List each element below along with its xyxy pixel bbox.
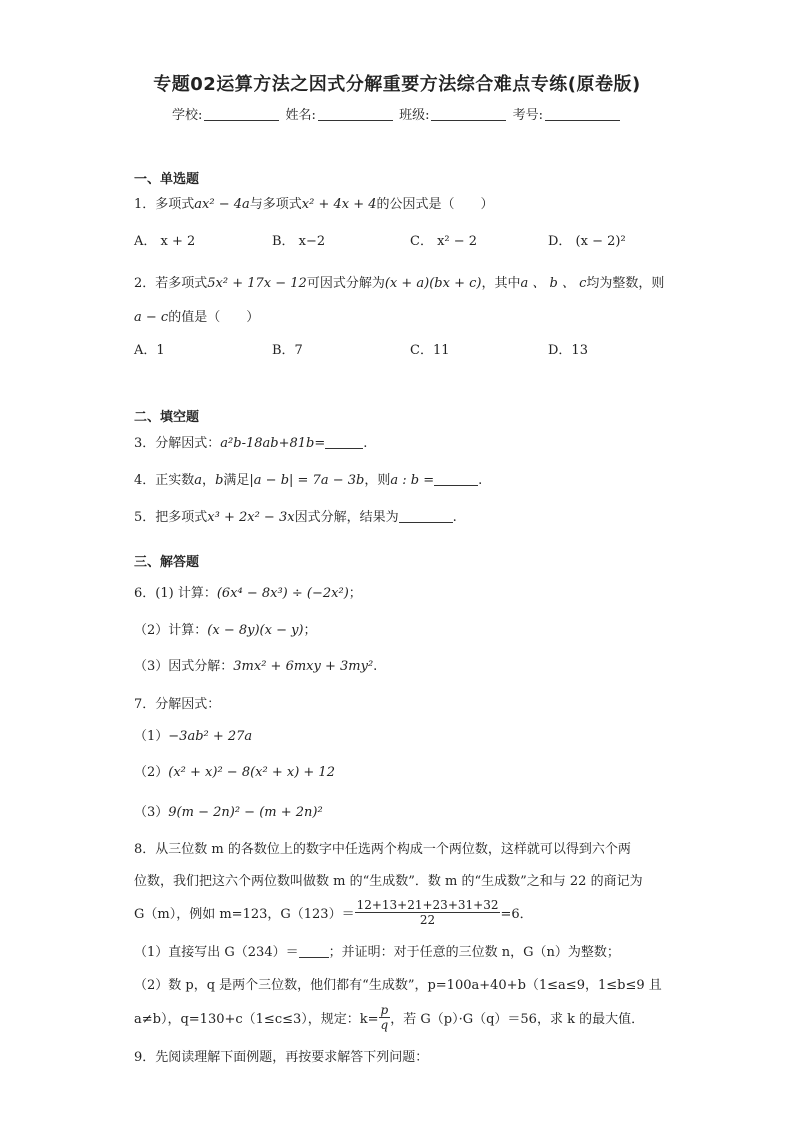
q2-option-b[interactable]: B．7	[272, 343, 303, 358]
q3-text-b: =	[314, 436, 326, 451]
q4-text-b: ，	[202, 473, 216, 488]
q5-text-a: 5．把多项式	[134, 510, 208, 525]
q5-answer-blank[interactable]	[399, 510, 453, 523]
question-3	[134, 432, 367, 451]
q1-option-d[interactable]: D． (x − 2)²	[548, 234, 626, 249]
name-blank[interactable]	[318, 108, 393, 121]
q6-p3-label: （3）因式分解：	[134, 659, 234, 674]
q8-fraction-numerator: 12+13+21+23+31+32	[356, 898, 499, 912]
question-6-part-1	[134, 582, 362, 601]
q5-text-b: 因式分解，结果为	[294, 510, 399, 525]
q2-text-d: 均为整数，则	[586, 276, 665, 291]
q4-text-c: 满足	[223, 473, 250, 488]
q3-text-a: 3．分解因式：	[134, 436, 221, 451]
student-info-line	[0, 104, 794, 123]
q8-l4-text-b: ；并证明：对于任意的三位数 n，G（n）为整数；	[328, 945, 620, 960]
q5-expr: x³ + 2x² − 3x	[207, 510, 295, 525]
q4-answer-blank[interactable]	[434, 473, 478, 486]
q6-p1-label: 6．(1) 计算：	[134, 586, 217, 601]
question-5	[134, 506, 457, 525]
q2-option-d[interactable]: D．13	[548, 343, 588, 358]
question-8-line-4	[134, 941, 620, 960]
q1-option-a[interactable]: A． x + 2	[134, 234, 196, 249]
section-heading-answer: 三、解答题	[134, 555, 200, 570]
page-title: 专题02运算方法之因式分解重要方法综合难点专练(原卷版)	[153, 74, 641, 95]
q1-expr-2: x² + 4x + 4	[301, 197, 377, 212]
question-8-line-2: 位数，我们把这六个两位数叫做数 m 的“生成数”．数 m 的“生成数”之和与 22 的商记为	[134, 874, 643, 889]
q6-p1-end: ；	[348, 586, 362, 601]
question-2-line-2	[134, 306, 259, 325]
q7-p1-label: （1）	[134, 729, 169, 744]
school-label: 学校:	[172, 108, 203, 123]
question-6-part-2	[134, 619, 317, 638]
q1-text-b: 与多项式	[249, 197, 302, 212]
question-7-part-2	[134, 761, 335, 780]
q7-p2-expr: (x² + x)² − 8(x² + x) + 12	[168, 765, 335, 780]
q4-text-a: 4．正实数	[134, 473, 195, 488]
q3-text-c: .	[363, 436, 368, 451]
q7-p3-label: （3）	[134, 805, 169, 820]
q6-p1-expr: (6x⁴ − 8x³) ÷ (−2x²)	[216, 586, 349, 601]
q4-expr: |a − b| = 7a − 3b	[249, 473, 365, 488]
q2-option-a[interactable]: A．1	[134, 343, 165, 358]
class-blank[interactable]	[431, 108, 506, 121]
question-8-line-6	[134, 1003, 644, 1032]
q1-option-b[interactable]: B． x−2	[272, 234, 326, 249]
q4-var-a: a	[194, 473, 203, 488]
q6-p3-end: .	[373, 659, 378, 674]
question-8-line-3	[134, 898, 533, 927]
question-4	[134, 469, 482, 488]
q2-option-c[interactable]: C．11	[410, 343, 450, 358]
q8-l3-text-a: G（m），例如 m=123，G（123）＝	[134, 907, 355, 922]
q2-text-a: 2．若多项式	[134, 276, 208, 291]
q1-option-c[interactable]: C． x² − 2	[410, 234, 478, 249]
question-8-line-5: （2）数 p，q 是两个三位数，他们都有“生成数”，p=100a+40+b（1≤a≤9，1≤b≤9 且	[134, 978, 662, 993]
q2-vars: a 、 b 、 c	[520, 276, 587, 291]
question-8-line-1: 8．从三位数 m 的各数位上的数字中任选两个构成一个两位数，这样就可以得到六个两	[134, 842, 631, 857]
question-7-part-1	[134, 725, 252, 744]
name-label: 姓名:	[285, 108, 316, 123]
q8-k-fraction	[379, 1003, 391, 1032]
question-7-part-3	[134, 801, 323, 820]
q2-text-e: 的值是（ ）	[168, 310, 260, 325]
section-heading-fill-blank: 二、填空题	[134, 410, 200, 425]
q2-text-c: ，其中	[481, 276, 521, 291]
q6-p2-label: （2）计算：	[134, 623, 208, 638]
q8-k-numerator: p	[380, 1003, 389, 1017]
q4-text-e: .	[478, 473, 483, 488]
q1-text-a: 1．多项式	[134, 197, 195, 212]
q6-p2-expr: (x − 8y)(x − y)	[207, 623, 304, 638]
q8-fraction-denominator: 22	[419, 913, 436, 927]
q2-expr-1: 5x² + 17x − 12	[207, 276, 307, 291]
question-6-part-3	[134, 655, 377, 674]
q6-p2-end: ；	[303, 623, 317, 638]
question-2-line-1	[134, 272, 664, 291]
q1-text-c: 的公因式是（ ）	[376, 197, 494, 212]
q6-p3-expr: 3mx² + 6mxy + 3my²	[233, 659, 374, 674]
q8-l6-text-a: a≠b），q=130+c（1≤c≤3），规定：k=	[134, 1012, 379, 1027]
school-blank[interactable]	[204, 108, 279, 121]
q2-text-b: 可因式分解为	[306, 276, 385, 291]
exam-number-label: 考号:	[512, 108, 543, 123]
section-heading-single-choice: 一、单选题	[134, 172, 200, 187]
q8-l3-text-b: =6．	[500, 907, 533, 922]
class-label: 班级:	[399, 108, 430, 123]
q7-p2-label: （2）	[134, 765, 169, 780]
q8-l4-text-a: （1）直接写出 G（234）＝	[134, 945, 299, 960]
q3-answer-blank[interactable]	[325, 436, 363, 449]
question-1-stem	[134, 193, 494, 212]
question-7-stem: 7．分解因式：	[134, 697, 221, 712]
q8-answer-blank[interactable]	[299, 945, 329, 958]
q3-expr: a²b-18ab+81b	[220, 436, 315, 451]
q7-p3-expr: 9(m − 2n)² − (m + 2n)²	[168, 805, 323, 820]
q8-fraction	[355, 898, 501, 927]
q5-text-c: .	[452, 510, 457, 525]
q2-expr-3: a − c	[134, 310, 169, 325]
q2-expr-2: (x + a)(bx + c)	[384, 276, 482, 291]
exam-number-blank[interactable]	[545, 108, 620, 121]
q1-expr-1: ax² − 4a	[194, 197, 250, 212]
q4-expr-2: a : b =	[390, 473, 435, 488]
q8-l6-text-b: ，若 G（p）·G（q）＝56，求 k 的最大值．	[390, 1012, 645, 1027]
q4-text-d: ，则	[364, 473, 391, 488]
q4-var-b: b	[215, 473, 224, 488]
q7-p1-expr: −3ab² + 27a	[168, 729, 253, 744]
q8-k-denominator: q	[380, 1018, 389, 1032]
question-9-line-1: 9．先阅读理解下面例题，再按要求解答下列问题：	[134, 1050, 429, 1065]
